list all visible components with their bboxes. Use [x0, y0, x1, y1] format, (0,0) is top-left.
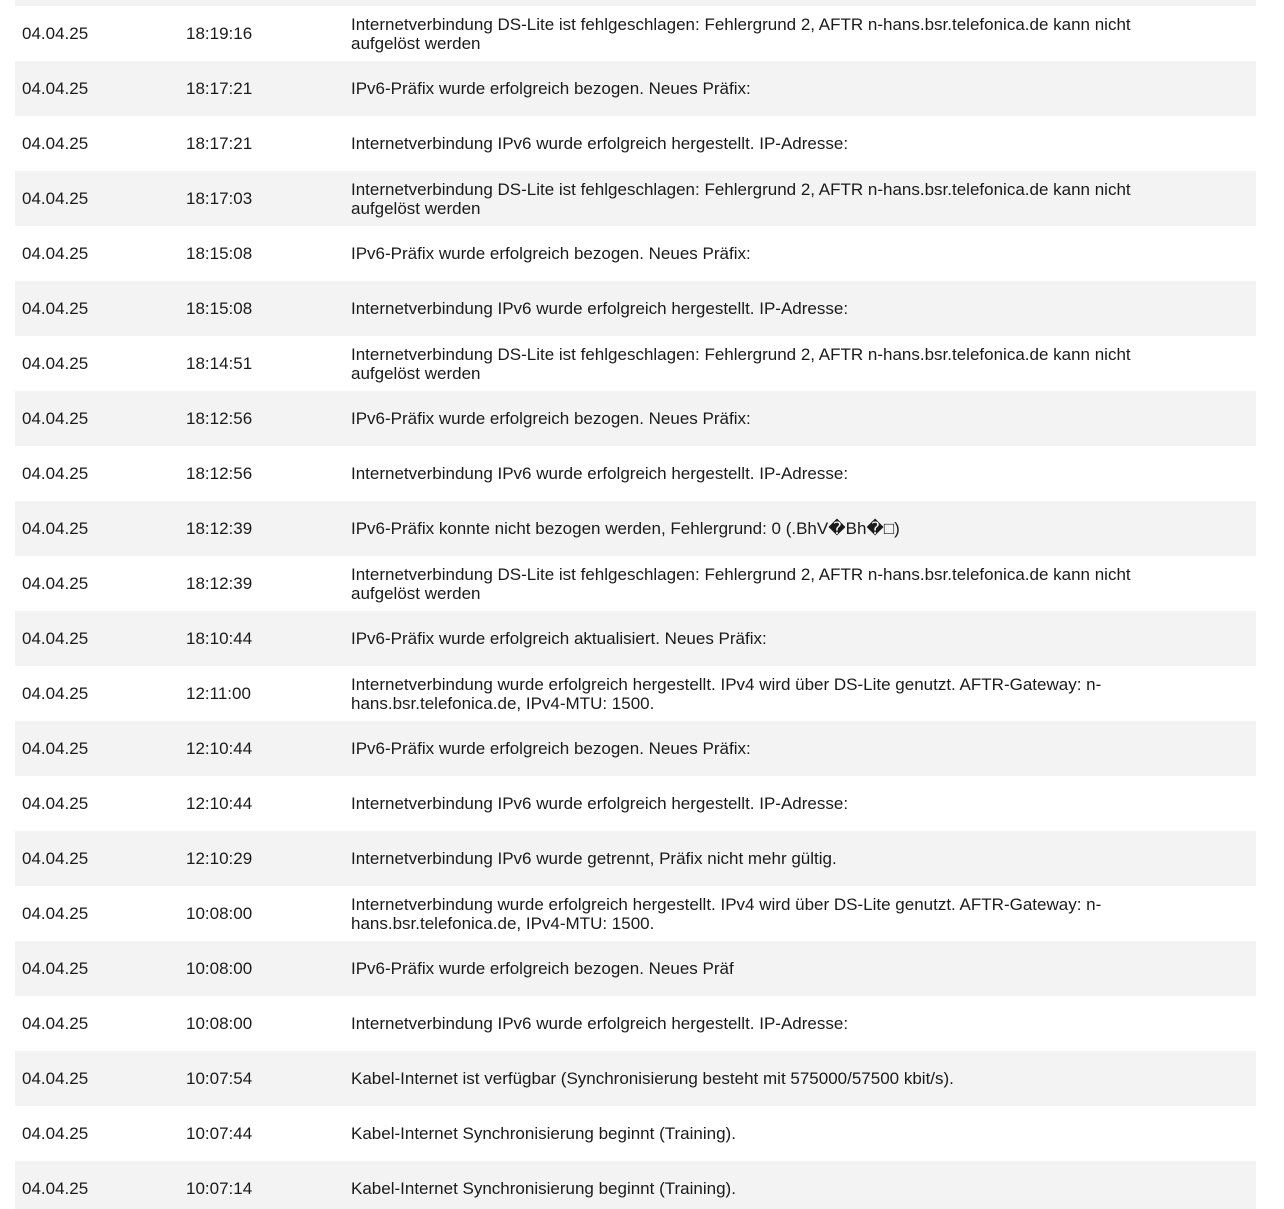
log-row — [15, 226, 1256, 281]
log-time: 10:07:54 — [186, 1068, 253, 1088]
log-row — [15, 886, 1256, 941]
log-date: 04.04.25 — [22, 408, 89, 428]
log-time: 12:10:44 — [186, 738, 253, 758]
log-row — [15, 996, 1256, 1051]
log-message: Internetverbindung wurde erfolgreich hergestellt. IPv4 wird über DS-Lite genutzt. AFTR-Gateway: n-hans.bsr.telefonica.de, IPv4-MTU: 1500. — [351, 674, 1102, 713]
log-time: 18:12:56 — [186, 463, 253, 483]
log-date: 04.04.25 — [22, 1013, 89, 1033]
log-time: 10:07:14 — [186, 1178, 253, 1198]
log-row — [15, 391, 1256, 446]
log-date: 04.04.25 — [22, 738, 89, 758]
log-time: 18:10:44 — [186, 628, 253, 648]
log-message: IPv6-Präfix wurde erfolgreich bezogen. Neues Präfix: — [351, 244, 751, 263]
log-time: 18:19:16 — [186, 23, 253, 43]
log-date: 04.04.25 — [22, 848, 89, 868]
log-message: Internetverbindung wurde erfolgreich hergestellt. IPv4 wird über DS-Lite genutzt. AFTR-Gateway: n-hans.bsr.telefonica.de, IPv4-MTU: 1500. — [351, 894, 1102, 933]
log-row — [15, 831, 1256, 886]
log-row — [15, 171, 1256, 226]
log-date: 04.04.25 — [22, 628, 89, 648]
log-date: 04.04.25 — [22, 298, 89, 318]
log-date: 04.04.25 — [22, 1123, 89, 1143]
log-row — [15, 336, 1256, 391]
log-time: 18:14:51 — [186, 353, 253, 373]
log-row — [15, 6, 1256, 61]
log-row — [15, 556, 1256, 611]
log-message: Kabel-Internet Synchronisierung beginnt (Training). — [351, 1124, 736, 1143]
log-message: IPv6-Präfix wurde erfolgreich bezogen. Neues Präfix: — [351, 409, 751, 428]
log-row — [15, 1106, 1256, 1161]
log-time: 10:07:44 — [186, 1123, 253, 1143]
log-time: 10:08:00 — [186, 903, 253, 923]
log-message: Kabel-Internet ist verfügbar (Synchronisierung besteht mit 575000/57500 kbit/s). — [351, 1069, 954, 1088]
log-time: 18:17:21 — [186, 78, 253, 98]
log-row — [15, 281, 1256, 336]
log-time: 18:12:39 — [186, 573, 253, 593]
log-date: 04.04.25 — [22, 683, 89, 703]
log-message: Internetverbindung DS-Lite ist fehlgeschlagen: Fehlergrund 2, AFTR n-hans.bsr.telefonica.de kann nicht aufgelöst werden — [351, 344, 1131, 383]
log-message: IPv6-Präfix wurde erfolgreich bezogen. Neues Präfix: — [351, 79, 751, 98]
log-message: Internetverbindung IPv6 wurde erfolgreich hergestellt. IP-Adresse: — [351, 299, 849, 318]
log-message: Internetverbindung IPv6 wurde erfolgreich hergestellt. IP-Adresse: — [351, 794, 849, 813]
log-date: 04.04.25 — [22, 243, 89, 263]
log-row — [15, 776, 1256, 831]
log-row — [15, 501, 1256, 556]
log-time: 12:10:29 — [186, 848, 253, 868]
log-time: 12:10:44 — [186, 793, 253, 813]
log-message: Internetverbindung IPv6 wurde erfolgreich hergestellt. IP-Adresse: — [351, 464, 849, 483]
log-message: Internetverbindung DS-Lite ist fehlgeschlagen: Fehlergrund 2, AFTR n-hans.bsr.telefonica.de kann nicht aufgelöst werden — [351, 14, 1131, 53]
log-time: 18:17:21 — [186, 133, 253, 153]
log-date: 04.04.25 — [22, 353, 89, 373]
log-row — [15, 1051, 1256, 1106]
log-time: 18:15:08 — [186, 298, 253, 318]
log-time: 18:12:56 — [186, 408, 253, 428]
log-time: 18:12:39 — [186, 518, 253, 538]
log-time: 18:15:08 — [186, 243, 253, 263]
log-message: Internetverbindung IPv6 wurde getrennt, Präfix nicht mehr gültig. — [351, 849, 837, 868]
log-message: Kabel-Internet Synchronisierung beginnt (Training). — [351, 1179, 736, 1198]
log-date: 04.04.25 — [22, 958, 89, 978]
log-time: 12:11:00 — [186, 683, 251, 703]
log-message: IPv6-Präfix wurde erfolgreich bezogen. Neues Präfix: — [351, 739, 751, 758]
log-date: 04.04.25 — [22, 133, 89, 153]
log-date: 04.04.25 — [22, 518, 89, 538]
log-date: 04.04.25 — [22, 188, 89, 208]
log-message: IPv6-Präfix wurde erfolgreich aktualisiert. Neues Präfix: — [351, 629, 767, 648]
log-date: 04.04.25 — [22, 463, 89, 483]
log-message: IPv6-Präfix konnte nicht bezogen werden, Fehlergrund: 0 (.BhV�Bh�□) — [351, 519, 900, 538]
log-date: 04.04.25 — [22, 793, 89, 813]
log-message: IPv6-Präfix wurde erfolgreich bezogen. Neues Präf — [351, 959, 734, 978]
log-row — [15, 446, 1256, 501]
log-time: 18:17:03 — [186, 188, 253, 208]
log-date: 04.04.25 — [22, 1178, 89, 1198]
log-date: 04.04.25 — [22, 903, 89, 923]
log-date: 04.04.25 — [22, 1068, 89, 1088]
log-message: Internetverbindung IPv6 wurde erfolgreich hergestellt. IP-Adresse: — [351, 1014, 849, 1033]
log-row — [15, 1161, 1256, 1209]
log-date: 04.04.25 — [22, 23, 89, 43]
log-row — [15, 941, 1256, 996]
log-date: 04.04.25 — [22, 573, 89, 593]
log-row — [15, 721, 1256, 776]
log-row — [15, 666, 1256, 721]
log-date: 04.04.25 — [22, 78, 89, 98]
log-row — [15, 116, 1256, 171]
log-message: Internetverbindung DS-Lite ist fehlgeschlagen: Fehlergrund 2, AFTR n-hans.bsr.telefonica.de kann nicht aufgelöst werden — [351, 179, 1131, 218]
log-row — [15, 61, 1256, 116]
log-message: Internetverbindung DS-Lite ist fehlgeschlagen: Fehlergrund 2, AFTR n-hans.bsr.telefonica.de kann nicht aufgelöst werden — [351, 564, 1131, 603]
log-time: 10:08:00 — [186, 1013, 253, 1033]
log-row — [15, 611, 1256, 666]
log-message: Internetverbindung IPv6 wurde erfolgreich hergestellt. IP-Adresse: — [351, 134, 849, 153]
event-log-table — [15, 6, 1256, 1209]
log-time: 10:08:00 — [186, 958, 253, 978]
